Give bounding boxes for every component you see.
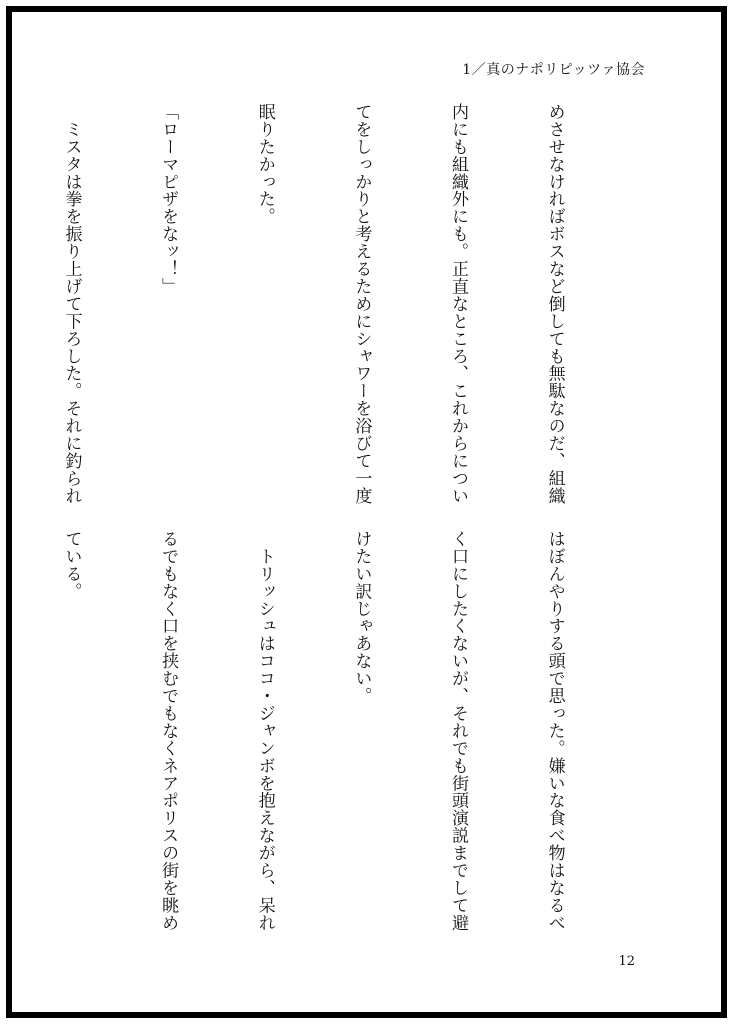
text-line: るでもなく口を挟むでもなくネアポリスの街を眺め: [158, 530, 179, 932]
text-line: く口にしたくないが、それでも街頭演説までして避: [447, 530, 468, 932]
text-line: 眠りたかった。: [254, 103, 275, 226]
running-head: 1／真のナポリピッツァ協会: [462, 62, 645, 78]
text-line: 内にも組織外にも。正直なところ、これからについ: [447, 103, 468, 505]
text-line: てをしっかりと考えるためにシャワーを浴びて一度: [351, 103, 372, 505]
body-text-bottom: [61, 530, 635, 932]
text-line: 「ローマピザをなッ！」: [158, 103, 179, 295]
text-line: けたい訳じゃあない。: [351, 530, 372, 705]
text-line: トリッシュはココ・ジャンボを抱えながら、呆れ: [254, 530, 275, 932]
body-text-top: [61, 103, 635, 515]
text-line: ている。: [61, 530, 82, 600]
text-line: ミスタは拳を振り上げて下ろした。それに釣られ: [61, 103, 82, 505]
text-line: めさせなければボスなど倒しても無駄なのだ、組織: [544, 103, 565, 505]
text-line: はぼんやりする頭で思った。嫌いな食べ物はなるべ: [544, 530, 565, 932]
page-number: 12: [618, 954, 635, 969]
